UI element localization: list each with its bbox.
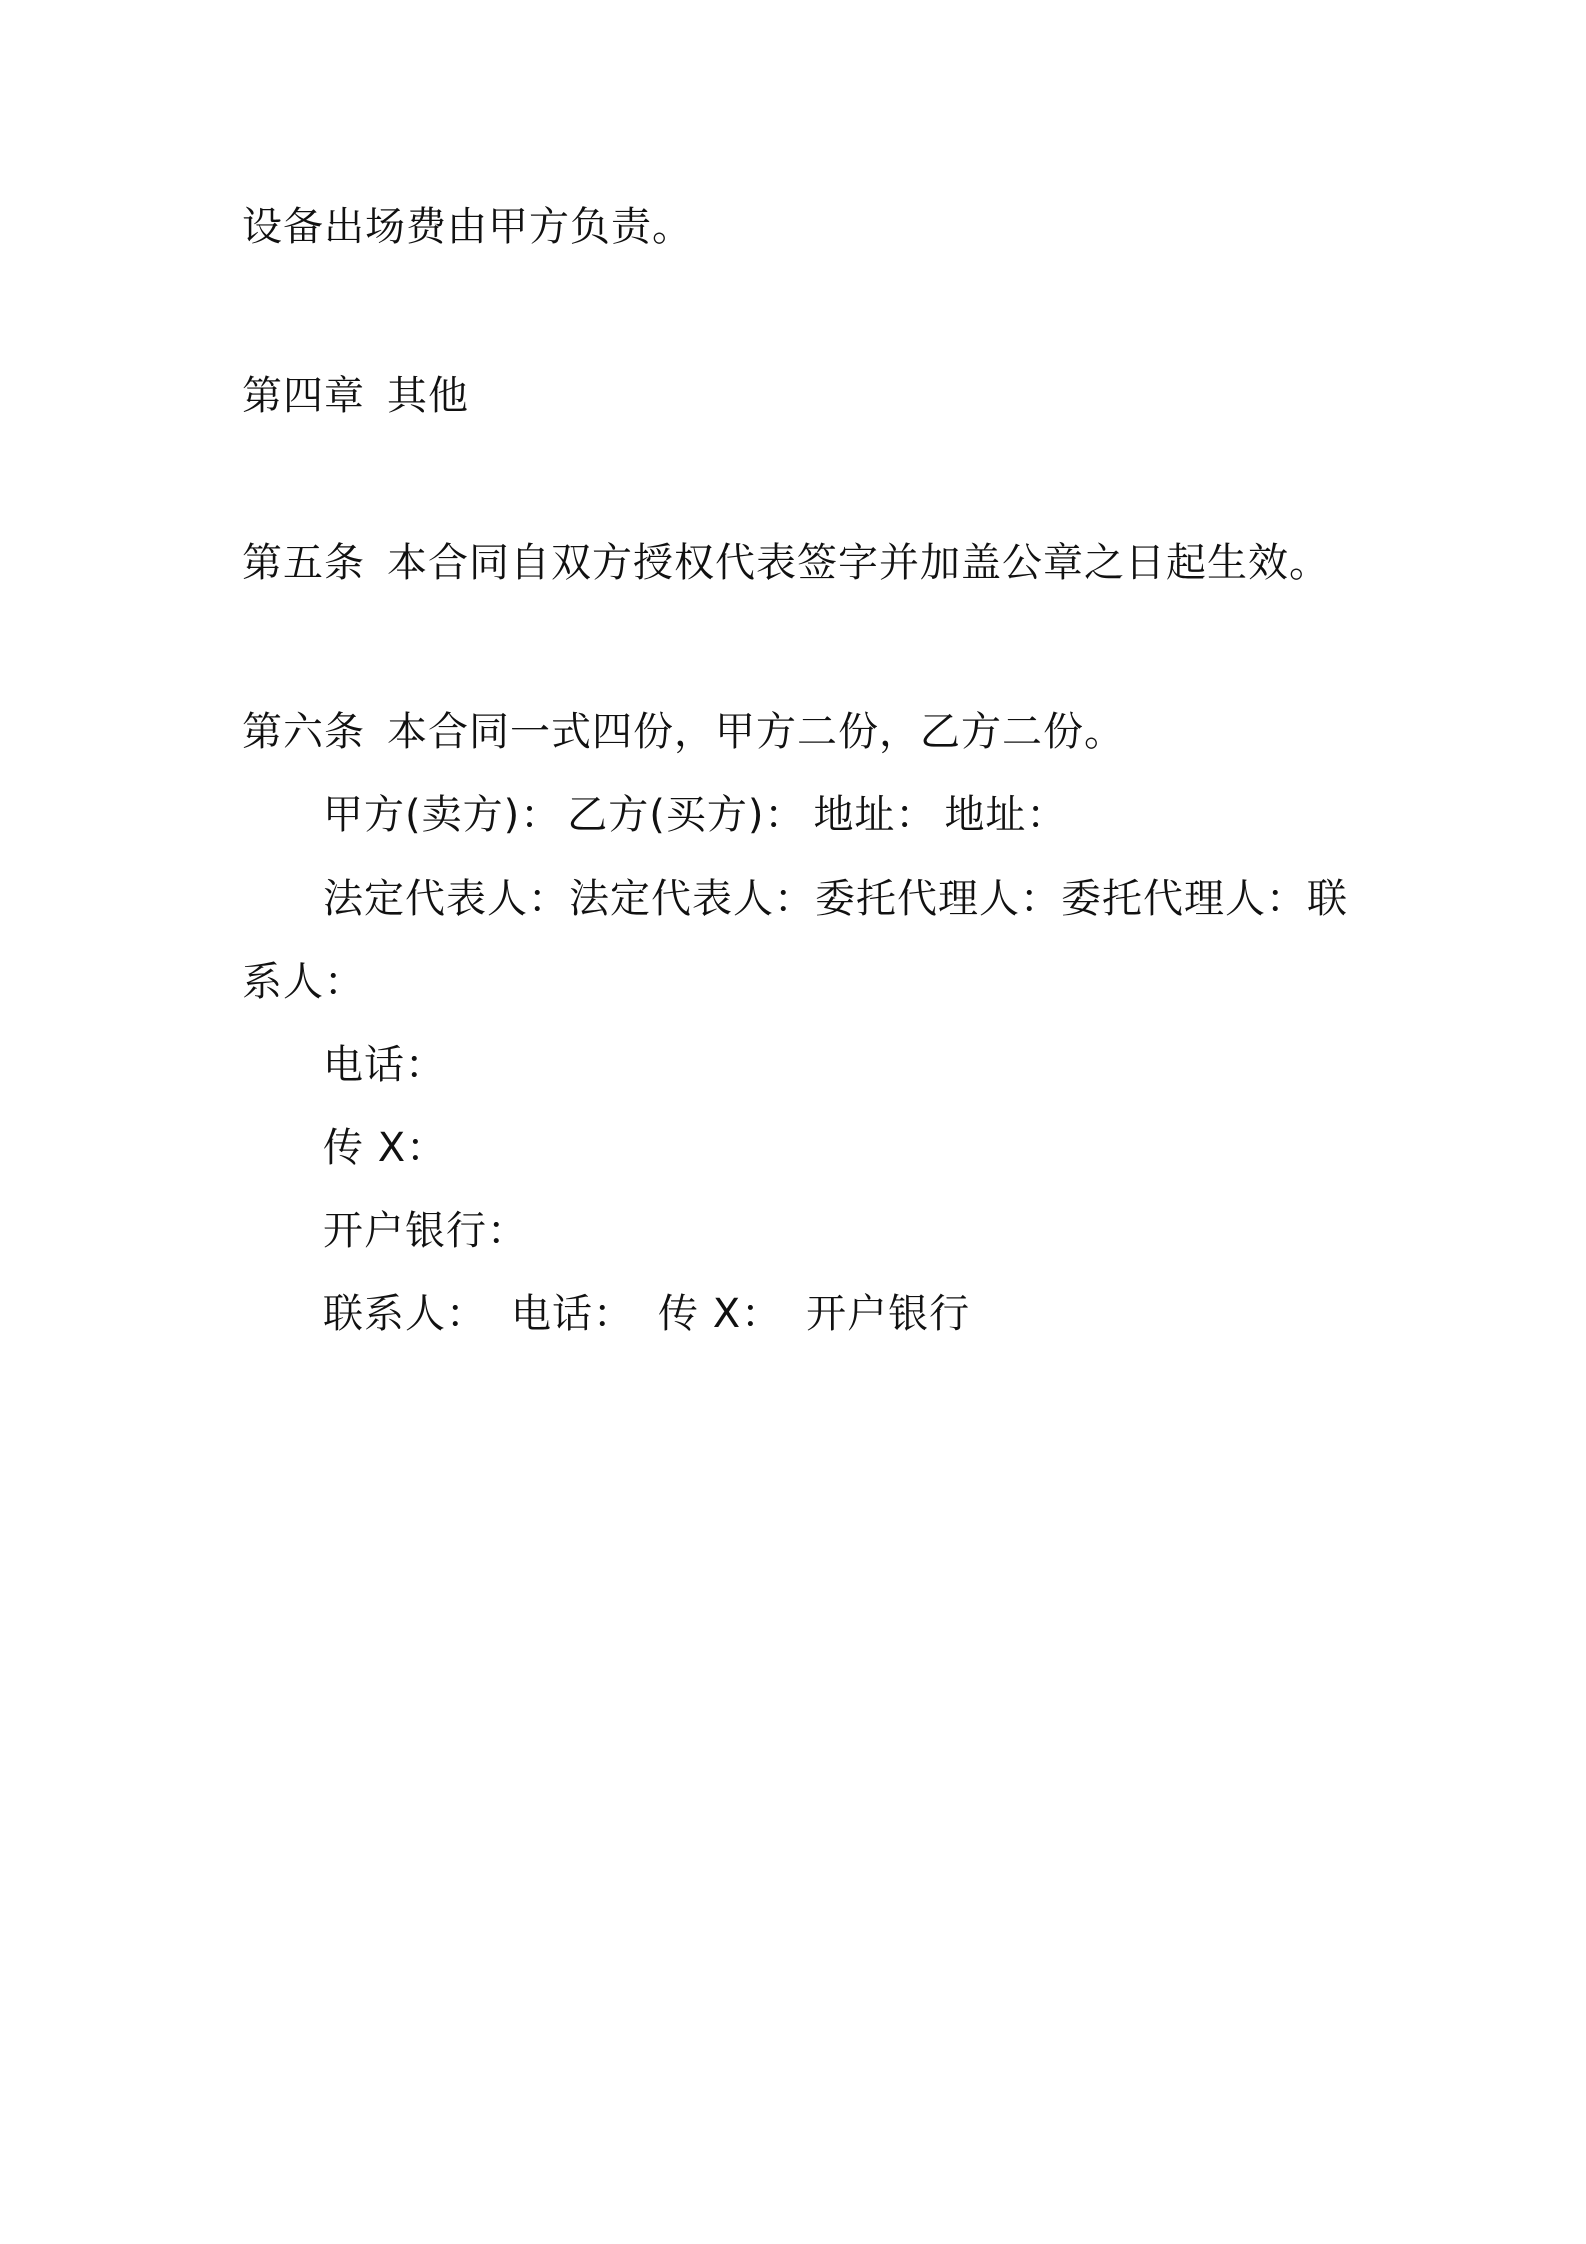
signature-contact-wrap <box>242 958 365 1006</box>
agent-b-label: 委托代理人： <box>1061 876 1307 922</box>
signature-parties-line <box>323 791 1067 839</box>
signature-bank-line <box>323 1207 528 1255</box>
fax2-label: 传 X： <box>658 1291 783 1337</box>
chapter-number: 第四章 <box>242 373 365 419</box>
signature-phone-line <box>323 1041 446 1089</box>
legal-rep-a-label: 法定代表人： <box>323 876 569 922</box>
contact2-label: 联系人： <box>323 1291 487 1337</box>
address-a-label: 地址： <box>813 792 937 838</box>
paragraph-text: 设备出场费由甲方负责。 <box>242 204 693 250</box>
contact-label-start: 联 <box>1307 876 1348 922</box>
article-text: 本合同一式四份，甲方二份，乙方二份。 <box>387 709 1125 755</box>
party-b-label: 乙方(买方)： <box>567 792 806 838</box>
paragraph-equipment-fee <box>242 203 693 251</box>
chapter-heading <box>242 372 469 420</box>
agent-a-label: 委托代理人： <box>815 876 1061 922</box>
address-b-label: 地址： <box>944 792 1068 838</box>
party-a-label: 甲方(卖方)： <box>323 792 562 838</box>
chapter-title: 其他 <box>387 373 469 419</box>
bank2-label: 开户银行 <box>806 1291 971 1337</box>
article-5 <box>242 539 1330 587</box>
article-6 <box>242 708 1125 756</box>
signature-representatives-line <box>323 875 1348 923</box>
article-number: 第五条 <box>242 540 365 586</box>
contact-label-end: 系人： <box>242 959 365 1005</box>
phone-label: 电话： <box>323 1042 446 1088</box>
signature-fax-line <box>323 1124 447 1172</box>
article-number: 第六条 <box>242 709 365 755</box>
signature-contact-details-line <box>323 1290 970 1338</box>
phone2-label: 电话： <box>511 1291 634 1337</box>
fax-label: 传 X： <box>323 1125 448 1171</box>
bank-label: 开户银行： <box>323 1208 528 1254</box>
article-text: 本合同自双方授权代表签字并加盖公章之日起生效。 <box>387 540 1330 586</box>
legal-rep-b-label: 法定代表人： <box>569 876 815 922</box>
